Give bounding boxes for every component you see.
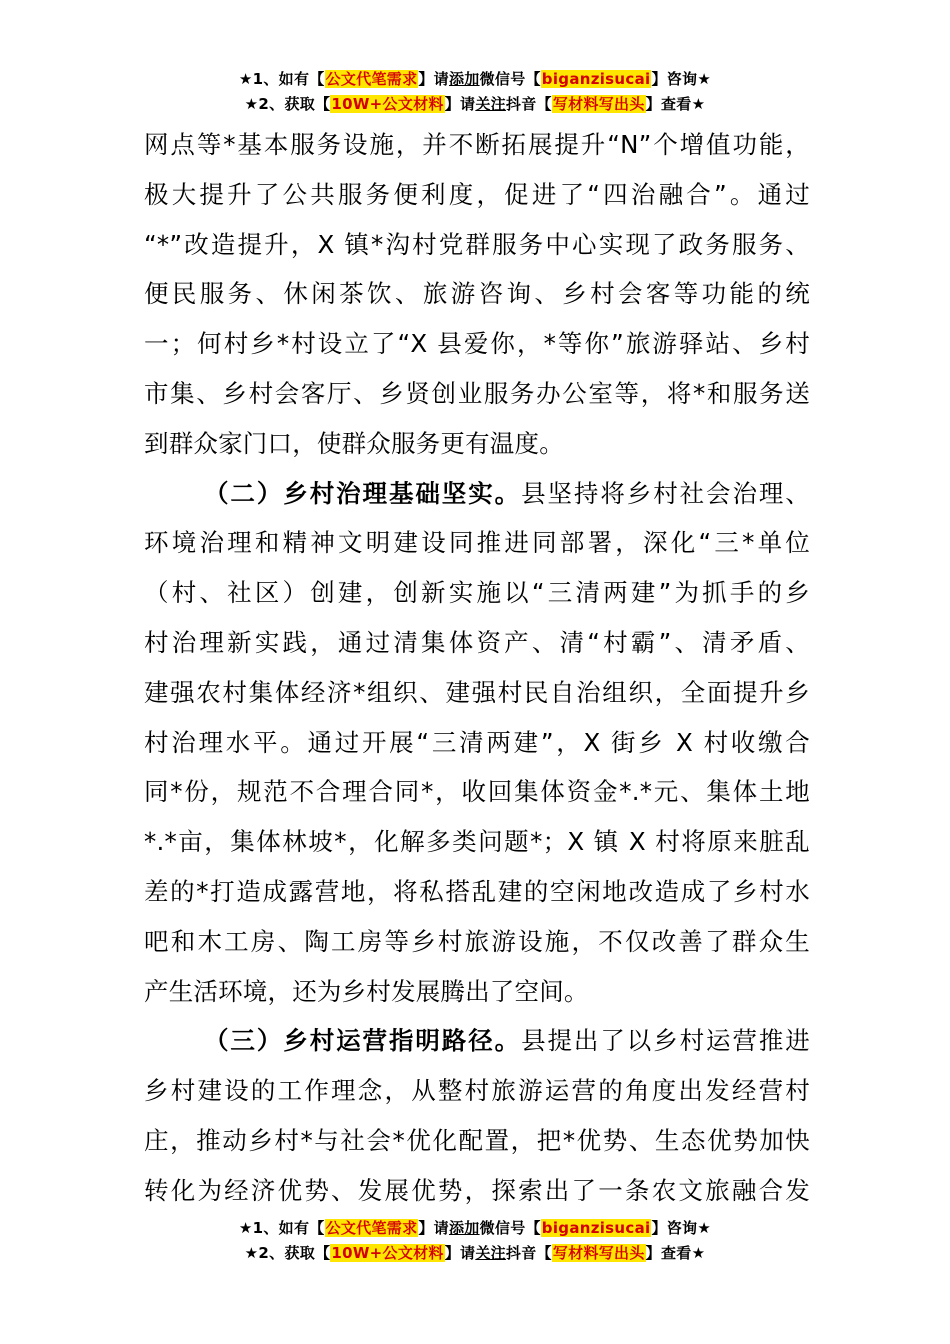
paragraph-line: 乡村建设的工作理念，从整村旅游运营的角度出发经营村 bbox=[144, 1076, 810, 1106]
banner-text: 】请 bbox=[418, 70, 449, 88]
paragraph-line: 一；何村乡*村设立了“X 县爱你，*等你”旅游驿站、乡村 bbox=[144, 329, 810, 359]
paragraph-text: 县坚持将乡村社会治理、 bbox=[521, 478, 811, 508]
banner-text: ★2、获取【 bbox=[244, 95, 331, 113]
banner-text: 】查看★ bbox=[645, 95, 706, 113]
banner-text: 微信号【 bbox=[479, 70, 541, 88]
paragraph-line: 同*份，规范不合理合同*，收回集体资金*.*元、集体土地 bbox=[144, 777, 810, 807]
banner-text: ★2、获取【 bbox=[244, 1244, 331, 1262]
paragraph-line: （村、社区）创建，创新实施以“三清两建”为抓手的乡 bbox=[144, 578, 810, 608]
banner-text: ★1、如有【 bbox=[238, 70, 325, 88]
highlight-service: 公文代笔需求 bbox=[325, 1219, 418, 1237]
paragraph-line: 产生活环境，还为乡村发展腾出了空间。 bbox=[144, 976, 589, 1006]
banner-text: ★1、如有【 bbox=[238, 1219, 325, 1237]
paragraph-line: “*”改造提升，X 镇*沟村党群服务中心实现了政务服务、 bbox=[144, 229, 810, 259]
paragraph-text: 县提出了以乡村运营推进 bbox=[521, 1026, 811, 1056]
banner-text: 抖音【 bbox=[505, 95, 552, 113]
banner-line-1 bbox=[0, 66, 950, 91]
banner-text: 】咨询★ bbox=[651, 1219, 712, 1237]
highlight-wechat-id: biganzisucai bbox=[541, 1219, 651, 1237]
highlight-wechat-id: biganzisucai bbox=[541, 70, 651, 88]
banner-text-underlined: 关注 bbox=[475, 1244, 506, 1262]
highlight-materials: 10W+公文材料 bbox=[331, 95, 444, 113]
paragraph-line: 环境治理和精神文明建设同推进同部署，深化“三*单位 bbox=[144, 528, 810, 558]
highlight-service: 公文代笔需求 bbox=[325, 70, 418, 88]
section-3-first-line bbox=[144, 1016, 810, 1066]
paragraph-line: 便民服务、休闲茶饮、旅游咨询、乡村会客等功能的统 bbox=[144, 279, 810, 309]
banner-text-underlined: 添加 bbox=[448, 1219, 480, 1237]
banner-text: 】请 bbox=[444, 1244, 476, 1262]
paragraph-line: 差的*打造成露营地，将私搭乱建的空闲地改造成了乡村水 bbox=[144, 876, 810, 906]
banner-text: 】查看★ bbox=[645, 1244, 706, 1262]
highlight-douyin: 写材料写出头 bbox=[552, 1244, 645, 1262]
section-2-heading: （二）乡村治理基础坚实。 bbox=[204, 478, 522, 508]
banner-text: 】请 bbox=[444, 95, 476, 113]
banner-line-2 bbox=[0, 91, 950, 116]
paragraph-line: 吧和木工房、陶工房等乡村旅游设施，不仅改善了群众生 bbox=[144, 926, 810, 956]
paragraph-line: 市集、乡村会客厅、乡贤创业服务办公室等，将*和服务送 bbox=[144, 378, 810, 408]
paragraph-line: 村治理新实践，通过清集体资产、清“村霸”、清矛盾、 bbox=[144, 627, 810, 657]
banner-text-underlined: 添加 bbox=[448, 70, 480, 88]
banner-text: 】请 bbox=[418, 1219, 449, 1237]
paragraph-line: 村治理水平。通过开展“三清两建”，X 街乡 X 村收缴合 bbox=[144, 727, 810, 757]
banner-line-1 bbox=[0, 1215, 950, 1240]
banner-line-2 bbox=[0, 1240, 950, 1265]
banner-text: 抖音【 bbox=[505, 1244, 552, 1262]
document-body bbox=[144, 120, 810, 1216]
section-3-heading: （三）乡村运营指明路径。 bbox=[204, 1026, 522, 1056]
header-banner bbox=[0, 66, 950, 116]
paragraph-line: 到群众家门口，使群众服务更有温度。 bbox=[144, 428, 564, 458]
paragraph-line: 庄，推动乡村*与社会*优化配置，把*优势、生态优势加快 bbox=[144, 1125, 810, 1155]
section-2-first-line bbox=[144, 469, 810, 519]
paragraph-line: 转化为经济优势、发展优势，探索出了一条农文旅融合发 bbox=[144, 1175, 810, 1205]
paragraph-line: 极大提升了公共服务便利度，促进了“四治融合”。通过 bbox=[144, 179, 810, 209]
paragraph-line: 网点等*基本服务设施，并不断拓展提升“N”个增值功能， bbox=[144, 130, 810, 159]
footer-banner bbox=[0, 1215, 950, 1265]
paragraph-line: *.*亩，集体林坡*，化解多类问题*；X 镇 X 村将原来脏乱 bbox=[144, 827, 810, 857]
paragraph-line: 建强农村集体经济*组织、建强村民自治组织，全面提升乡 bbox=[144, 677, 810, 707]
highlight-douyin: 写材料写出头 bbox=[552, 95, 645, 113]
highlight-materials: 10W+公文材料 bbox=[331, 1244, 444, 1262]
banner-text: 】咨询★ bbox=[651, 70, 712, 88]
banner-text-underlined: 关注 bbox=[475, 95, 506, 113]
banner-text: 微信号【 bbox=[479, 1219, 541, 1237]
